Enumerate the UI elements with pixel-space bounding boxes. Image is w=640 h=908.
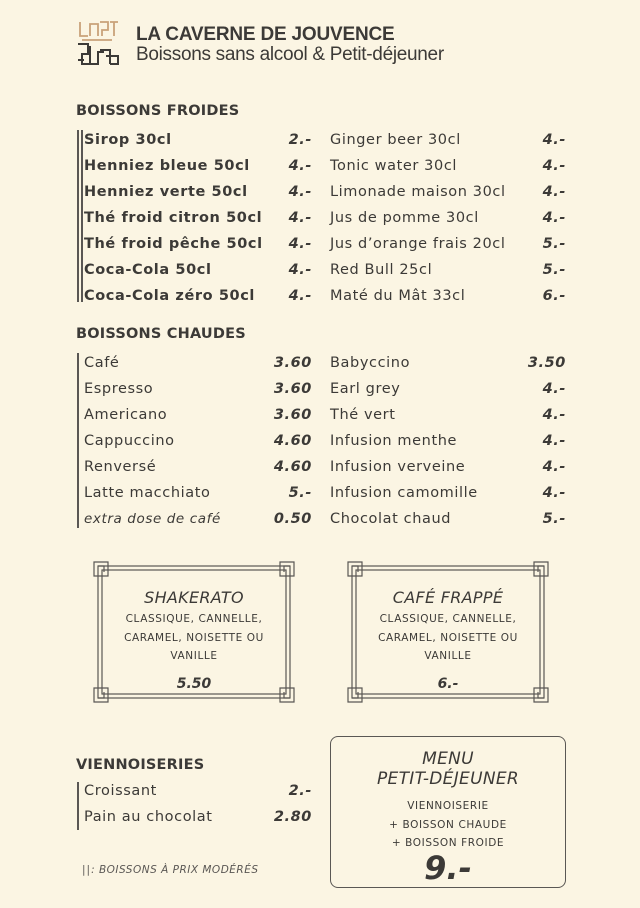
item-price: 2.- <box>288 783 312 799</box>
page-subtitle: Boissons sans alcool & Petit-déjeuner <box>136 44 444 65</box>
description-line: CLASSIQUE, CANNELLE, <box>125 613 263 625</box>
item-price: 4.- <box>542 485 566 501</box>
item-price: 4.60 <box>273 459 312 475</box>
item-name: Infusion camomille <box>330 485 478 501</box>
list-item <box>330 430 566 456</box>
special-title: SHAKERATO <box>144 588 244 607</box>
item-price: 2.80 <box>273 809 312 825</box>
description-line: CLASSIQUE, CANNELLE, <box>379 613 517 625</box>
list-item <box>84 233 312 259</box>
item-price: 5.- <box>542 262 566 278</box>
menu-line: + BOISSON FROIDE <box>391 837 505 849</box>
list-item <box>84 456 312 482</box>
list-item <box>84 482 312 508</box>
special-description <box>92 610 296 666</box>
item-price: 3.60 <box>273 381 312 397</box>
cold-drinks-left-list <box>84 129 312 311</box>
description-line: CARAMEL, NOISETTE OU <box>124 631 264 644</box>
list-item <box>330 155 566 181</box>
logo <box>76 20 120 66</box>
item-price: 3.60 <box>273 407 312 423</box>
item-name: Maté du Mât 33cl <box>330 288 466 304</box>
list-item <box>330 482 566 508</box>
special-price: 6.- <box>437 676 459 692</box>
list-item <box>84 129 312 155</box>
list-item <box>330 233 566 259</box>
list-item <box>84 259 312 285</box>
item-price: 5.- <box>542 511 566 527</box>
list-item <box>330 259 566 285</box>
item-name: Croissant <box>84 783 157 799</box>
item-name: Henniez verte 50cl <box>84 184 248 200</box>
item-price: 4.- <box>542 407 566 423</box>
description-line: VANILLE <box>170 650 218 662</box>
description-line: VANILLE <box>424 650 472 662</box>
menu-line: + BOISSON CHAUDE <box>389 818 507 831</box>
item-name: extra dose de café <box>84 511 221 527</box>
list-item <box>84 378 312 404</box>
menu-title-line: MENU <box>422 749 474 769</box>
footnote <box>82 864 259 876</box>
item-price: 5.- <box>288 485 312 501</box>
list-item <box>84 404 312 430</box>
item-name: Coca-Cola 50cl <box>84 262 212 278</box>
pastries-list <box>84 780 312 832</box>
item-name: Babyccino <box>330 355 411 371</box>
item-price: 4.- <box>288 288 312 304</box>
item-price: 4.- <box>542 459 566 475</box>
hot-drinks-heading: BOISSONS CHAUDES <box>76 326 246 342</box>
item-name: Thé vert <box>330 407 396 423</box>
item-name: Cappuccino <box>84 433 175 449</box>
item-price: 4.- <box>542 433 566 449</box>
list-item <box>330 129 566 155</box>
double-bar-icon: || <box>82 864 92 876</box>
item-name: Limonade maison 30cl <box>330 184 506 200</box>
breakfast-menu-box <box>330 736 566 888</box>
list-item <box>84 430 312 456</box>
item-name: Café <box>84 355 120 371</box>
hot-drinks-left-list <box>84 352 312 534</box>
list-item <box>330 207 566 233</box>
list-item <box>84 285 312 311</box>
moderate-price-marker <box>81 130 83 302</box>
item-price: 4.- <box>542 158 566 174</box>
item-name: Renversé <box>84 459 157 475</box>
list-item <box>84 780 312 806</box>
list-item <box>330 352 566 378</box>
divider <box>77 782 79 830</box>
list-item <box>330 456 566 482</box>
item-name: Espresso <box>84 381 154 397</box>
item-name: Americano <box>84 407 168 423</box>
item-name: Sirop 30cl <box>84 132 172 148</box>
item-price: 3.60 <box>273 355 312 371</box>
item-name: Jus d’orange frais 20cl <box>330 236 506 252</box>
item-price: 4.- <box>288 236 312 252</box>
item-name: Coca-Cola zéro 50cl <box>84 288 255 304</box>
list-item <box>84 508 312 534</box>
list-item <box>84 181 312 207</box>
list-item <box>330 404 566 430</box>
item-name: Infusion menthe <box>330 433 458 449</box>
item-price: 4.- <box>288 210 312 226</box>
item-name: Latte macchiato <box>84 485 211 501</box>
list-item <box>84 207 312 233</box>
hot-drinks-right-list <box>330 352 566 534</box>
page-title: LA CAVERNE DE JOUVENCE <box>136 24 395 45</box>
list-item <box>84 155 312 181</box>
shakerato-card <box>92 560 296 704</box>
item-name: Pain au chocolat <box>84 809 213 825</box>
item-name: Thé froid citron 50cl <box>84 210 263 226</box>
item-name: Earl grey <box>330 381 401 397</box>
item-price: 4.- <box>542 184 566 200</box>
item-name: Ginger beer 30cl <box>330 132 461 148</box>
moderate-price-marker <box>77 130 79 302</box>
item-price: 4.- <box>542 210 566 226</box>
item-price: 4.- <box>542 132 566 148</box>
special-title: CAFÉ FRAPPÉ <box>392 588 504 607</box>
menu-line: VIENNOISERIE <box>407 800 489 812</box>
item-name: Chocolat chaud <box>330 511 452 527</box>
description-line: CARAMEL, NOISETTE OU <box>378 631 518 644</box>
list-item <box>330 285 566 311</box>
menu-price: 9.- <box>424 849 472 887</box>
item-name: Thé froid pêche 50cl <box>84 236 263 252</box>
item-price: 2.- <box>288 132 312 148</box>
list-item <box>84 806 312 832</box>
item-name: Red Bull 25cl <box>330 262 433 278</box>
menu-contents <box>331 797 565 853</box>
item-name: Tonic water 30cl <box>330 158 458 174</box>
cafe-frappe-card <box>346 560 550 704</box>
divider <box>77 353 79 528</box>
cold-drinks-right-list <box>330 129 566 311</box>
item-price: 0.50 <box>273 511 312 527</box>
list-item <box>84 352 312 378</box>
item-name: Infusion verveine <box>330 459 466 475</box>
menu-title-line: PETIT-DÉJEUNER <box>377 769 519 789</box>
item-price: 4.60 <box>273 433 312 449</box>
cold-drinks-heading: BOISSONS FROIDES <box>76 103 240 119</box>
item-price: 4.- <box>542 381 566 397</box>
item-price: 6.- <box>542 288 566 304</box>
special-price: 5.50 <box>176 676 212 692</box>
pastries-heading: VIENNOISERIES <box>76 757 205 773</box>
list-item <box>330 378 566 404</box>
item-price: 5.- <box>542 236 566 252</box>
list-item <box>330 508 566 534</box>
item-price: 4.- <box>288 262 312 278</box>
item-name: Jus de pomme 30cl <box>330 210 479 226</box>
list-item <box>330 181 566 207</box>
item-price: 4.- <box>288 158 312 174</box>
special-description <box>346 610 550 666</box>
footnote-text: : BOISSONS À PRIX MODÉRÉS <box>91 864 259 876</box>
item-price: 3.50 <box>527 355 566 371</box>
item-price: 4.- <box>288 184 312 200</box>
item-name: Henniez bleue 50cl <box>84 158 250 174</box>
